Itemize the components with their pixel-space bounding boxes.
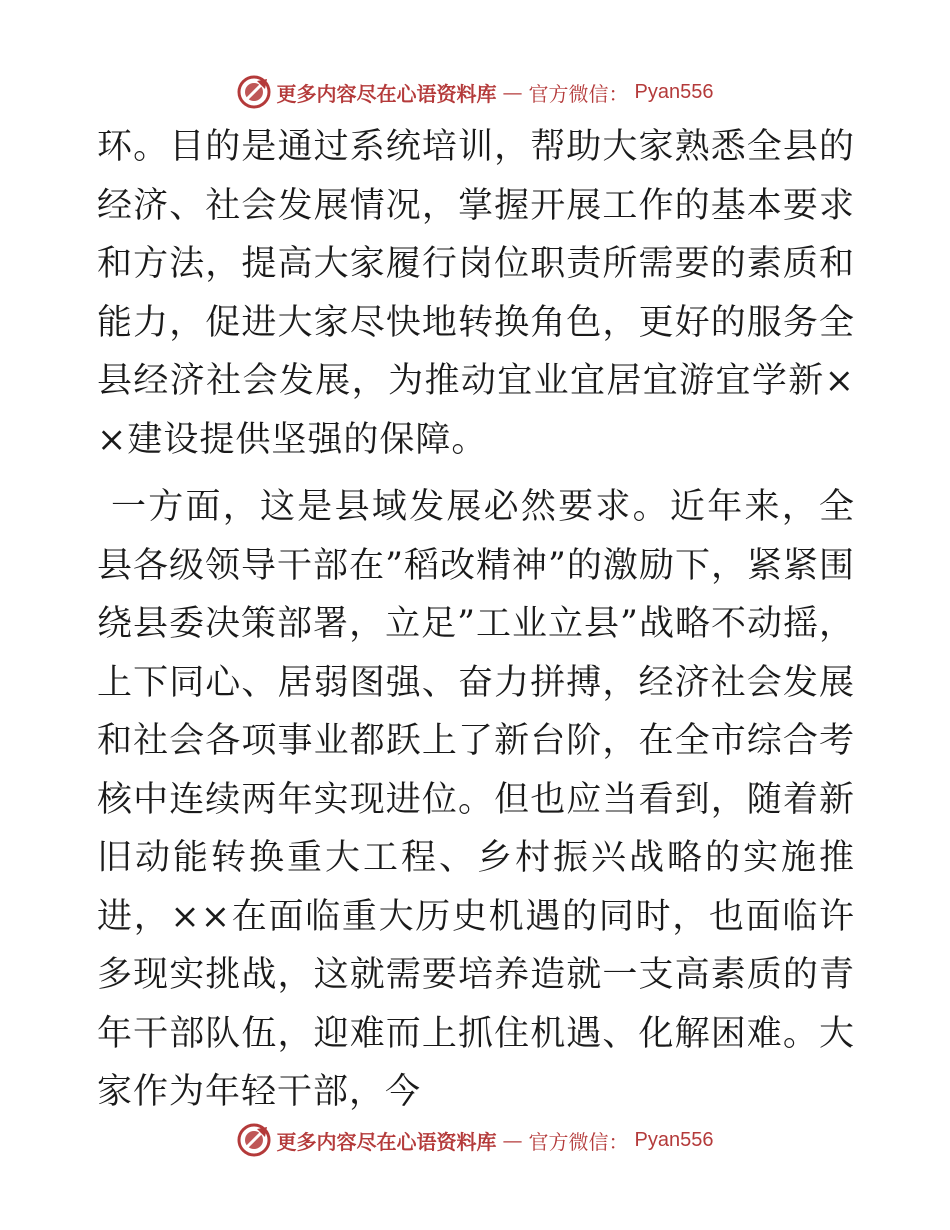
- watermark-contact-label: 官方微信：: [528, 81, 629, 106]
- watermark-dash: —: [502, 80, 523, 104]
- brand-logo-icon: [237, 1123, 271, 1157]
- brand-logo-icon: [237, 75, 271, 109]
- watermark-contact-label: 官方微信：: [528, 1129, 629, 1154]
- watermark-brand: 更多内容尽在心语资料库: [276, 81, 497, 106]
- document-body: [97, 118, 855, 1122]
- header-watermark: [0, 72, 950, 112]
- footer-watermark: [0, 1120, 950, 1160]
- watermark-brand: 更多内容尽在心语资料库: [276, 1129, 497, 1154]
- watermark-wechat-id: Pyan556: [634, 1128, 714, 1151]
- watermark-dash: —: [502, 1128, 523, 1152]
- watermark-wechat-id: Pyan556: [634, 80, 714, 103]
- paragraph-2: 一方面，这是县域发展必然要求。近年来，全县各级领导干部在”稻改精神”的激励下，紧紧围绕县委决策部署，立足”工业立县”战略不动摇，上下同心、居弱图强、奋力拼搏，经济社会发展和社会各项事业都跃上了新台阶，在全市综合考核中连续两年实现进位。但也应当看到，随着新旧动能转换重大工程、乡村振兴战略的实施推进，××在面临重大历史机遇的同时，也面临许多现实挑战，这就需要培养造就一支高素质的青年干部队伍，迎难而上抓住机遇、化解困难。大家作为年轻干部，今: [97, 487, 855, 1112]
- paragraph-1: 环。目的是通过系统培训，帮助大家熟悉全县的经济、社会发展情况，掌握开展工作的基本要求和方法，提高大家履行岗位职责所需要的素质和能力，促进大家尽快地转换角色，更好的服务全县经济社会发展，为推动宜业宜居宜游宜学新××建设提供坚强的保障。: [97, 127, 855, 460]
